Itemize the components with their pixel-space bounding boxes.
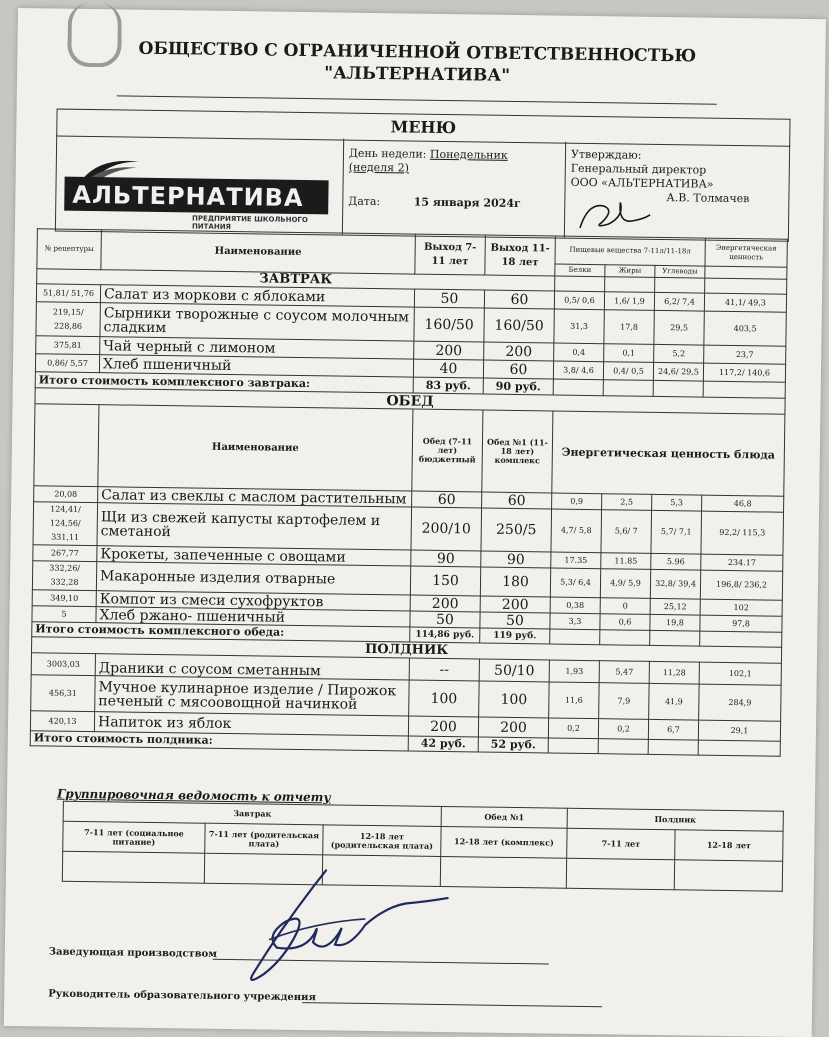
- fat-value: 17,8: [604, 310, 654, 345]
- recipe-number: 456,31: [31, 675, 95, 712]
- protein-value: 3,8/ 4,6: [553, 361, 603, 380]
- kitchen-head-label: Заведующая производством: [48, 946, 218, 960]
- output-value: 160/50: [414, 307, 484, 342]
- carbs-value: 5,7/ 7,1: [651, 510, 702, 554]
- recipe-number: 20,08: [34, 486, 98, 503]
- menu-table: [30, 228, 788, 756]
- lunch-name-header: Наименование: [98, 405, 413, 491]
- dish-name: Хлеб пшеничный: [99, 355, 413, 377]
- output-value: 50: [414, 289, 484, 308]
- day-value: Понедельник: [429, 147, 508, 162]
- group-breakfast-header: Завтрак: [63, 801, 441, 826]
- carbs-value: 6,2/ 7,4: [654, 292, 704, 311]
- energy-value: 102,1: [699, 662, 781, 685]
- carbs-value: 5,2: [654, 344, 704, 363]
- protein-value: 17.35: [551, 552, 601, 569]
- snack-total-2: 52 руб.: [478, 737, 548, 753]
- recipe-number: 219,15/ 228,86: [36, 302, 100, 337]
- energy-value: 97,8: [700, 615, 782, 632]
- fat-value: 5,6/ 7: [601, 510, 652, 554]
- name-header: Наименование: [101, 230, 416, 274]
- org-title-line1: ОБЩЕСТВО С ОГРАНИЧЕННОЙ ОТВЕТСТВЕННОСТЬЮ: [138, 38, 697, 67]
- week-value: (неделя 2): [348, 160, 410, 175]
- output-value: 90: [481, 551, 551, 568]
- energy-value: 46,8: [702, 495, 784, 512]
- date-label: Дата:: [348, 194, 381, 209]
- protein-value: 11,6: [549, 682, 599, 719]
- fat-value: 1,6/ 1,9: [604, 292, 654, 311]
- day-of-week: [349, 147, 508, 177]
- fat-value: 11.85: [601, 553, 651, 570]
- output-value: --: [409, 658, 479, 681]
- group-report-title: Группировочная ведомость к отчету: [56, 786, 331, 805]
- lunch-total-1: 114,86 руб.: [410, 627, 480, 643]
- group-col: 7-11 лет (социальное питание): [63, 821, 205, 853]
- menu-title: МЕНЮ: [390, 117, 457, 138]
- group-col: 12-18 лет: [675, 830, 783, 862]
- fat-value: 4,9/ 5,9: [600, 569, 650, 599]
- director-name: А.В. Толмачев: [666, 191, 750, 206]
- lunch-col-2-header: Обед №1 (11-18 лет) комплекс: [482, 410, 553, 493]
- paper-clip-icon: [67, 3, 122, 68]
- lunch-energy-header: Энергетическая ценность блюда: [552, 411, 785, 496]
- snack-total-label: Итого стоимость полдника:: [30, 731, 408, 751]
- energy-value: 23,7: [704, 345, 786, 364]
- fat-value: 0,2: [598, 719, 648, 740]
- protein-value: 0,5/ 0,6: [554, 291, 604, 310]
- energy-value: 117,2/ 140,6: [703, 363, 785, 382]
- protein-value: 0,4: [554, 343, 604, 362]
- group-lunch-header: Обед №1: [441, 806, 567, 828]
- protein-value: 0,9: [552, 493, 602, 510]
- dish-name: Сырники творожные с соусом молочным сладким: [100, 303, 414, 341]
- menu-document: [4, 8, 826, 1037]
- output-value: 160/50: [484, 308, 554, 343]
- approval-line: ООО «АЛЬТЕРНАТИВА»: [570, 175, 714, 191]
- recipe-number: 349,10: [32, 590, 96, 607]
- output-value: 40: [413, 359, 483, 378]
- recipe-number: 0,86/ 5,57: [35, 354, 99, 373]
- recipe-number: 420,13: [30, 711, 94, 732]
- protein-header: Белки: [555, 264, 605, 277]
- recipe-header: № рецептуры: [37, 229, 102, 270]
- dish-name: Компот из смеси сухофруктов: [96, 591, 410, 611]
- output-value: 200: [408, 716, 478, 737]
- fat-value: 5,47: [599, 661, 649, 684]
- energy-header: Энергетическая ценность: [705, 238, 787, 267]
- energy-value: 284,9: [699, 684, 781, 721]
- school-signature-line: [302, 1002, 602, 1007]
- fat-value: 0: [600, 598, 650, 615]
- header-divider: [342, 139, 344, 235]
- carbs-value: 5,3: [652, 494, 702, 511]
- energy-value: 102: [700, 599, 782, 616]
- group-cell: [674, 860, 782, 892]
- nutrients-header: Пищевые вещества 7-11л/11-18л: [555, 236, 705, 266]
- header-box: [55, 135, 790, 242]
- dish-name: Салат из моркови с яблоками: [100, 285, 414, 307]
- carbs-value: 25,12: [650, 598, 700, 615]
- output-value: 200: [484, 342, 554, 361]
- energy-value: 92,2/ 115,3: [701, 511, 784, 555]
- energy-value: 403,5: [704, 311, 786, 346]
- handwritten-signature: [214, 861, 456, 994]
- section-snack: ПОЛДНИК: [31, 637, 781, 663]
- output-value: 90: [411, 550, 481, 567]
- group-col: 7-11 лет: [567, 828, 675, 860]
- dish-name: Крокеты, запеченные с овощами: [97, 546, 411, 566]
- output-header-2: Выход 11-18 лет: [485, 235, 556, 276]
- group-snack-header: Полдник: [567, 808, 783, 831]
- section-breakfast: ЗАВТРАК: [37, 269, 555, 291]
- dish-name: Напиток из яблок: [94, 712, 408, 736]
- lunch-col-1-header: Обед (7-11 лет) бюджетный: [412, 409, 483, 492]
- group-col: 7-11 лет (родительская плата): [205, 823, 323, 855]
- output-header-1: Выход 7-11 лет: [415, 234, 486, 275]
- protein-value: 31,3: [554, 309, 604, 344]
- carbs-value: 24,6/ 29,5: [653, 362, 703, 381]
- recipe-number: 3003,03: [31, 653, 95, 676]
- recipe-number: 124,41/ 124,56/ 331,11: [33, 502, 98, 546]
- org-title: [127, 38, 708, 90]
- director-signature: [574, 194, 655, 235]
- lunch-total-2: 119 руб.: [480, 628, 550, 644]
- section-lunch: ОБЕД: [35, 388, 785, 414]
- fat-value: 0,4/ 0,5: [603, 362, 653, 381]
- dish-name: Щи из свежей капусты картофелем и сметаной: [97, 503, 412, 550]
- lunch-total-label: Итого стоимость комплексного обеда:: [32, 622, 410, 642]
- dish-name: Салат из свеклы с маслом растительным: [98, 487, 412, 507]
- day-label: День недели:: [348, 146, 427, 161]
- recipe-number: 267,77: [33, 545, 97, 562]
- output-value: 200: [414, 341, 484, 360]
- approval-line: Генеральный директор: [570, 161, 707, 177]
- output-value: 180: [480, 567, 550, 597]
- carbs-value: 29,5: [654, 310, 705, 345]
- snack-total-1: 42 руб.: [408, 736, 478, 752]
- group-cell: [62, 851, 204, 883]
- breakfast-total-label: Итого стоимость комплексного завтрака:: [35, 372, 413, 393]
- fat-value: 0,6: [600, 614, 650, 631]
- fat-value: 2,5: [602, 494, 652, 511]
- carbs-value: 5.96: [651, 553, 701, 570]
- output-value: 200: [480, 596, 550, 613]
- energy-value: 234.17: [701, 554, 783, 571]
- energy-value: 29,1: [698, 720, 780, 741]
- energy-value: 41,1/ 49,3: [704, 293, 786, 312]
- output-value: 200: [478, 717, 548, 738]
- dish-name: Макаронные изделия отварные: [96, 562, 410, 595]
- output-value: 60: [484, 290, 554, 309]
- output-value: 60: [482, 492, 552, 509]
- protein-value: 5,3/ 6,4: [550, 568, 600, 598]
- dish-name: Мучное кулинарное изделие / Пирожок печеный с мясоовощной начинкой: [95, 676, 409, 716]
- carbs-value: 6,7: [648, 719, 698, 740]
- protein-value: 1,93: [549, 660, 599, 683]
- output-value: 100: [479, 681, 549, 718]
- company-logo: [64, 155, 329, 231]
- fat-value: 7,9: [599, 683, 649, 720]
- carbs-header: Углеводы: [655, 265, 705, 278]
- dish-name: Чай черный с лимоном: [100, 337, 414, 359]
- output-value: 50: [410, 611, 480, 628]
- carbs-value: 32,8/ 39,4: [650, 569, 700, 599]
- org-title-line2: "АЛЬТЕРНАТИВА": [324, 63, 511, 86]
- group-cell: [440, 856, 566, 888]
- breakfast-total-1: 83 руб.: [413, 377, 483, 394]
- recipe-number: 51,81/ 51,76: [36, 284, 100, 303]
- dish-name: Драники с соусом сметанным: [95, 654, 409, 680]
- output-value: 250/5: [481, 508, 552, 552]
- school-head-label: Руководитель образовательного учреждения: [48, 988, 316, 1004]
- group-col: 12-18 лет (комплекс): [441, 826, 567, 858]
- group-cell: [566, 858, 674, 890]
- output-value: 60: [483, 360, 553, 379]
- breakfast-total-2: 90 руб.: [483, 378, 553, 395]
- output-value: 50: [480, 612, 550, 629]
- header-divider: [564, 142, 566, 238]
- recipe-number: 332,26/ 332,28: [32, 561, 96, 591]
- recipe-number: 5: [32, 606, 96, 623]
- menu-date: [348, 195, 521, 210]
- approval-line: Утверждаю:: [570, 147, 642, 162]
- date-value: 15 января 2024г: [413, 195, 521, 211]
- logo-subtitle: ПРЕДПРИЯТИЕ ШКОЛЬНОГО ПИТАНИЯ: [191, 214, 308, 231]
- protein-value: 4,7/ 5,8: [551, 509, 602, 553]
- recipe-number: 375,81: [36, 336, 100, 355]
- fat-header: Жиры: [605, 265, 655, 278]
- output-value: 50/10: [479, 659, 549, 682]
- carbs-value: 41,9: [649, 683, 700, 720]
- dish-name: Хлеб ржано- пшеничный: [96, 607, 410, 627]
- carbs-value: 11,28: [649, 661, 699, 684]
- logo-text: АЛЬТЕРНАТИВА: [72, 180, 304, 213]
- output-value: 150: [410, 566, 480, 596]
- energy-value: 196,8/ 236,2: [700, 570, 782, 600]
- carbs-value: 19,8: [650, 614, 700, 631]
- output-value: 200/10: [411, 507, 482, 551]
- fat-value: 0,1: [604, 344, 654, 363]
- protein-value: 0,38: [550, 597, 600, 614]
- output-value: 60: [412, 491, 482, 508]
- title-underline: [117, 95, 717, 104]
- protein-value: 0,2: [548, 718, 598, 739]
- group-col: 12-18 лет (родительская плата): [323, 825, 441, 857]
- output-value: 100: [409, 680, 479, 717]
- protein-value: 3,3: [550, 613, 600, 630]
- output-value: 200: [410, 595, 480, 612]
